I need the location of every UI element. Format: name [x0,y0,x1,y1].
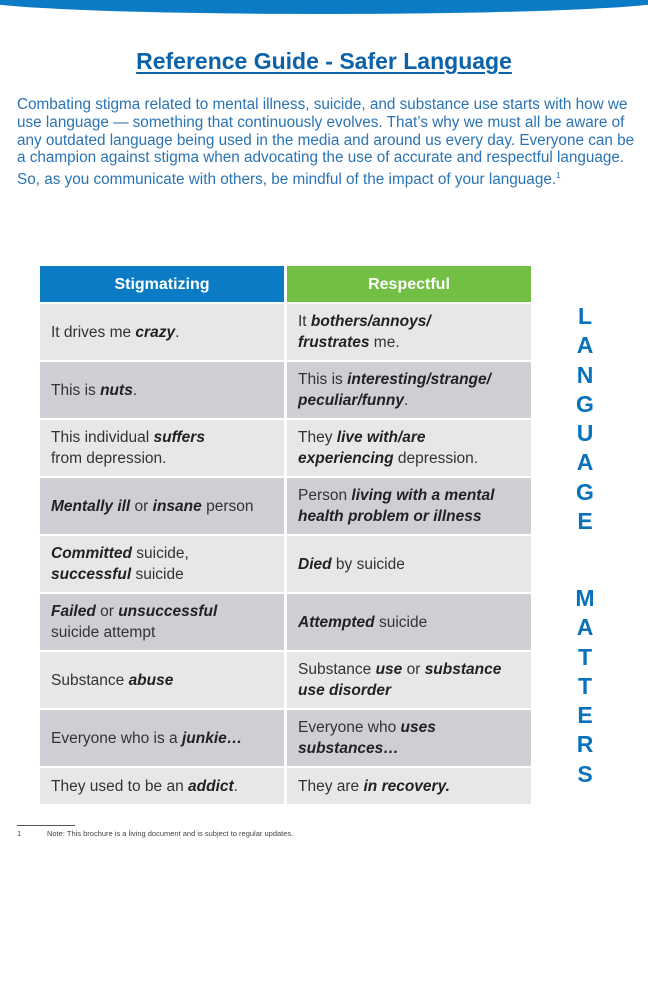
footnote [17,829,293,838]
emphasized-term: suffers [153,429,205,446]
plain-text: Substance [298,661,376,678]
cell-text [298,659,501,701]
cell-text [51,776,238,797]
emphasized-term: uses substances… [298,719,436,757]
cell-text [298,311,431,353]
emphasized-term: Committed [51,545,132,562]
plain-text: suicide attempt [51,624,156,641]
cell-text [298,717,436,759]
cell-text [51,496,253,517]
side-letter: A [576,449,594,476]
table-row [40,420,531,476]
plain-text: . [403,392,409,409]
cell-text [298,612,427,633]
emphasized-term: substance use disorder [298,661,502,699]
side-letter: M [575,585,595,611]
stigmatizing-cell [40,652,284,708]
cell-text [51,380,137,401]
stigmatizing-cell [40,710,284,766]
side-letter: T [577,672,593,699]
cell-text [51,670,173,691]
side-letter: A [576,614,594,641]
table-row [40,362,531,418]
cell-text [51,543,189,585]
side-letter: A [576,332,594,359]
emphasized-term: addict [188,777,234,795]
cell-text [51,427,205,469]
emphasized-term: unsuccessful [118,603,218,620]
emphasized-term: Mentally ill [51,497,131,515]
side-letter: E [577,702,593,729]
side-letter: S [577,760,593,787]
plain-text: This individual [51,429,154,446]
stigmatizing-cell [40,594,284,650]
table-row [40,304,531,360]
emphasized-term: junkie… [181,729,243,747]
stigmatizing-cell [40,536,284,592]
plain-text: or [402,661,425,678]
plain-text: . [175,323,180,341]
emphasized-term: crazy [135,323,176,341]
cell-text [51,322,179,343]
plain-text: me. [369,334,400,351]
respectful-cell [287,652,531,708]
plain-text: They are [298,777,364,795]
side-word-language [568,302,602,536]
table-row [40,768,531,804]
stigmatizing-cell [40,362,284,418]
emphasized-term: bothers/annoys/ frustrates [298,313,431,351]
table-row [40,536,531,592]
plain-text: It [298,313,311,330]
respectful-cell [287,594,531,650]
emphasized-term: live with/are experiencing [298,429,426,467]
plain-text: Person [298,487,352,504]
plain-text: This is [51,381,101,399]
emphasized-term: living with a mental health problem or illness [298,487,495,525]
emphasized-term: use [375,661,403,678]
stigmatizing-cell [40,478,284,534]
respectful-cell [287,710,531,766]
plain-text: suicide [374,613,428,631]
table-header [40,266,531,302]
plain-text: . [233,777,238,795]
footnote-divider [17,825,75,826]
respectful-cell [287,362,531,418]
cell-text [298,776,450,797]
side-letter: E [577,508,593,535]
table-row [40,652,531,708]
language-table [40,266,531,806]
emphasized-term: nuts [100,381,133,399]
plain-text: suicide, [136,545,189,562]
emphasized-term: abuse [128,671,174,689]
emphasized-term: successful [51,566,132,583]
table-row [40,594,531,650]
respectful-cell [287,478,531,534]
side-letter: G [576,390,594,417]
plain-text: suicide [131,566,184,583]
table-row [40,710,531,766]
plain-text: Everyone who is a [51,729,182,747]
cell-text [51,601,217,643]
table-row [40,478,531,534]
side-word-matters [568,584,602,789]
plain-text: by suicide [331,555,405,573]
cell-text [298,554,405,575]
plain-text: . [132,381,138,399]
cell-text [298,427,478,469]
stigmatizing-cell [40,768,284,804]
plain-text: They [298,429,337,446]
side-letter: L [577,303,593,329]
plain-text: from depression. [51,450,167,467]
emphasized-term: Failed [51,603,96,620]
respectful-cell [287,304,531,360]
plain-text: or [130,497,153,515]
side-letter: U [576,420,594,447]
plain-text: Substance [51,671,129,689]
cell-text [298,369,491,411]
intro-text: Combating stigma related to mental illness, suicide, and substance use starts with how we use language — something that continuously evolves. That’s why we must all be aware of any outdated language being used in the media and around us every day. Everyone can be a champion against stigma when advocating the use of accurate and respectful language. So, as you communicate with others, be mindful of the impact of your language. [17,96,635,189]
respectful-cell [287,420,531,476]
plain-text: depression. [393,450,479,467]
footnote-ref: 1 [556,171,561,181]
side-letter: R [576,731,594,758]
header-respectful: Respectful [287,266,531,302]
emphasized-term: insane [152,497,202,515]
side-letter: N [576,361,594,388]
footnote-text: Note: This brochure is a living document and is subject to regular updates. [47,829,294,838]
table-body [40,304,531,804]
side-letter: G [576,478,594,505]
respectful-cell [287,768,531,804]
top-banner [0,0,648,14]
cell-text [298,485,494,527]
header-stigmatizing: Stigmatizing [40,266,284,302]
emphasized-term: Died [298,555,332,573]
plain-text: This is [298,371,348,388]
stigmatizing-cell [40,304,284,360]
emphasized-term: interesting/strange/ peculiar/funny [298,371,491,409]
plain-text: They used to be an [51,777,189,795]
plain-text: It drives me [51,323,136,341]
plain-text: person [201,497,254,515]
plain-text: or [95,603,119,620]
side-letter: T [577,643,593,670]
stigmatizing-cell [40,420,284,476]
emphasized-term: in recovery. [363,777,450,795]
plain-text: Everyone who [298,719,401,736]
respectful-cell [287,536,531,592]
cell-text [51,728,242,749]
intro-paragraph [17,96,637,189]
emphasized-term: Attempted [298,613,375,631]
page-title: Reference Guide - Safer Language [136,48,512,74]
footnote-number: 1 [17,829,22,838]
